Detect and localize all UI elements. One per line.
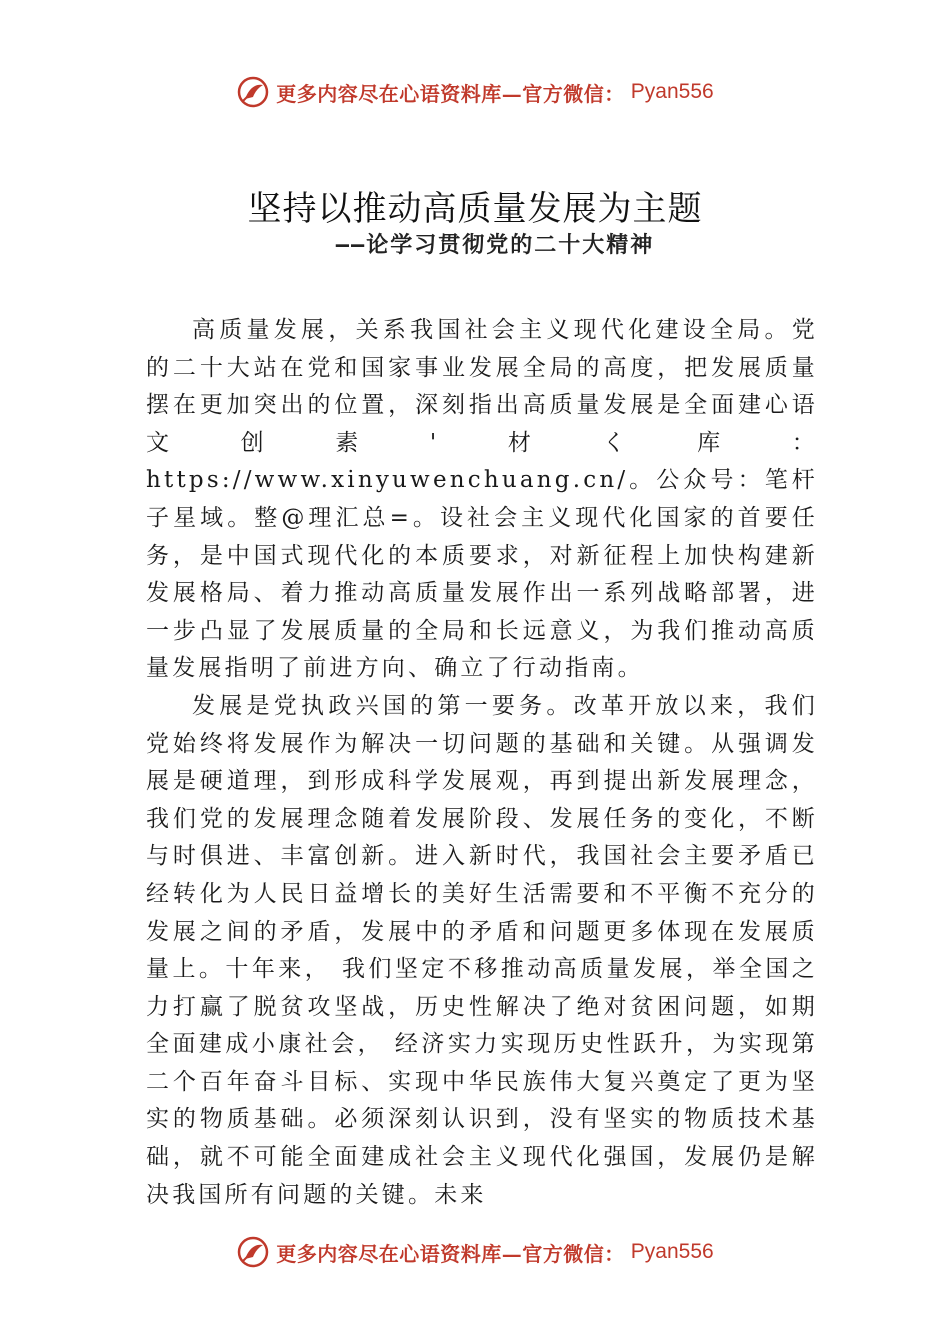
footer-watermark <box>0 1232 950 1272</box>
page-title: 坚持以推动高质量发展为主题 <box>247 188 703 229</box>
wechat-id: Pyan556 <box>630 80 714 103</box>
brand-logo-icon <box>236 75 270 109</box>
watermark-text: 更多内容尽在心语资料库—官方微信： <box>276 1241 625 1266</box>
paragraph: 高质量发展，关系我国社会主义现代化建设全局。党的二十大站在党和国家事业发展全局的高度，把发展质量摆在更加突出的位置，深刻指出高质量发展是全面建心语文创素'材く库：https://www.xinyuwenchuang.cn/。公众号：笔杆子星域。整@理汇总=。设社会主义现代化国家的首要任务，是中国式现代化的本质要求，对新征程上加快构建新发展格局、着力推动高质量发展作出一系列战略部署，进一步凸显了发展质量的全局和长远意义，为我们推动高质量发展指明了前进方向、确立了行动指南。 <box>146 317 818 682</box>
article-body <box>146 312 818 1214</box>
paragraph: 发展是党执政兴国的第一要务。改革开放以来，我们党始终将发展作为解决一切问题的基础和关键。从强调发展是硬道理，到形成科学发展观，再到提出新发展理念，我们党的发展理念随着发展阶段、发展任务的变化，不断与时俱进、丰富创新。进入新时代，我国社会主要矛盾已经转化为人民日益增长的美好生活需要和不平衡不充分的发展之间的矛盾，发展中的矛盾和问题更多体现在发展质量上。十年来， 我们坚定不移推动高质量发展，举全国之力打赢了脱贫攻坚战，历史性解决了绝对贫困问题，如期全面建成小康社会， 经济实力实现历史性跃升，为实现第二个百年奋斗目标、实现中华民族伟大复兴奠定了更为坚实的物质基础。必须深刻认识到，没有坚实的物质技术基础，就不可能全面建成社会主义现代化强国，发展仍是解决我国所有问题的关键。未来 <box>146 692 818 1208</box>
wechat-id: Pyan556 <box>630 1240 714 1263</box>
header-watermark <box>0 72 950 112</box>
brand-logo-icon <box>236 1235 270 1269</box>
page-subtitle: ——论学习贯彻党的二十大精神 <box>335 233 655 258</box>
watermark-text: 更多内容尽在心语资料库—官方微信： <box>276 81 625 106</box>
